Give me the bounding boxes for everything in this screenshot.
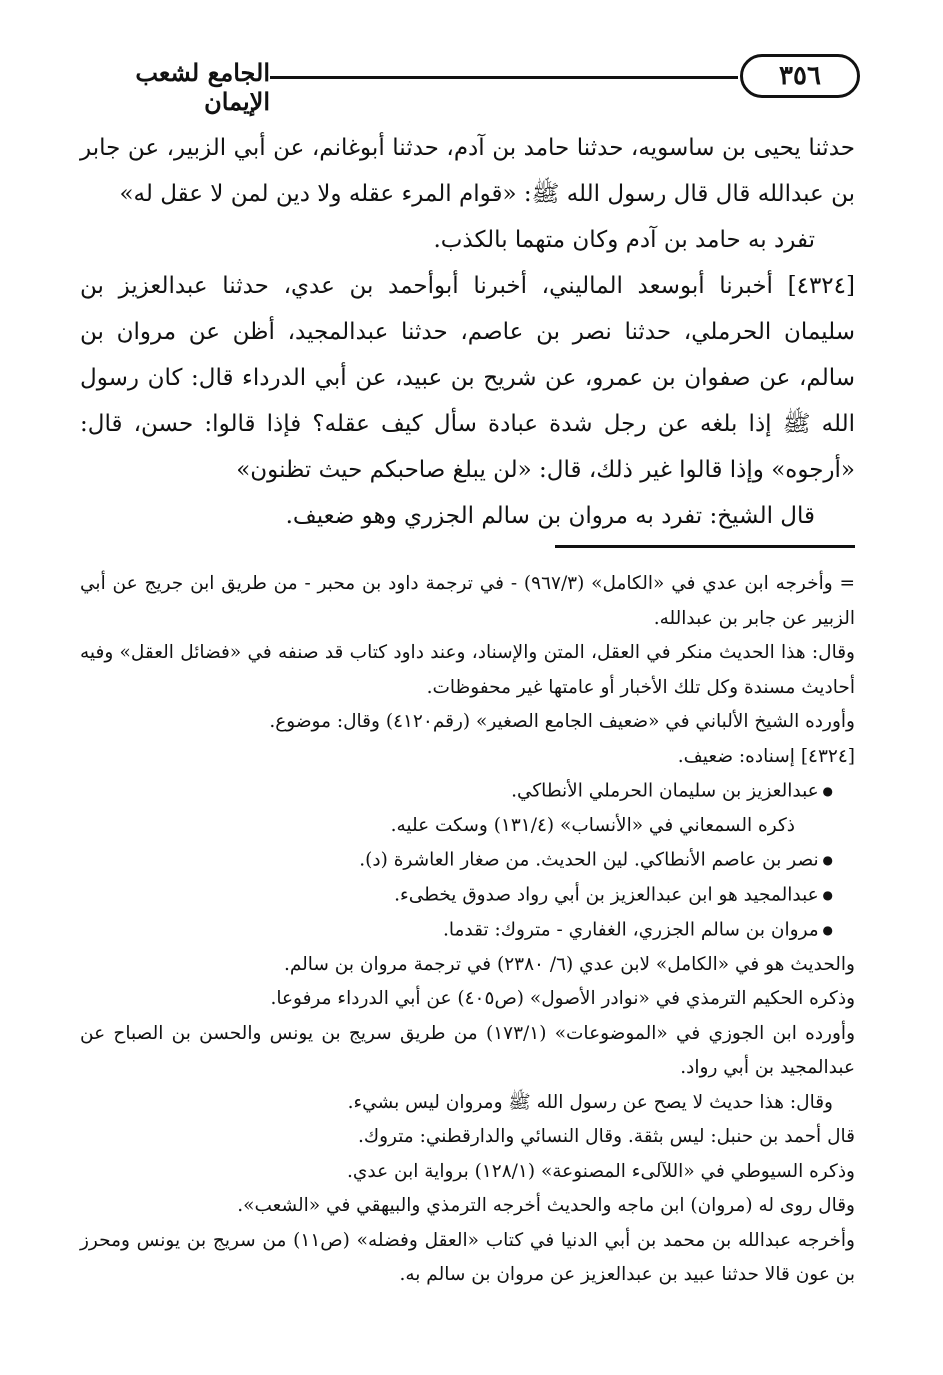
footnote-bullet: ● نصر بن عاصم الأنطاكي. لين الحديث. من صغار العاشرة (د).	[80, 843, 855, 878]
footnote-line: = وأخرجه ابن عدي في «الكامل» (٩٦٧/٣) - في ترجمة داود بن محبر - من طريق ابن جريج عن أبي الزبير عن جابر بن عبدالله.	[80, 573, 855, 629]
main-text	[80, 125, 855, 539]
page-header	[60, 50, 860, 116]
hadith-4324: [٤٣٢٤] أخبرنا أبوسعد الماليني، أخبرنا أبوأحمد بن عدي، حدثنا عبدالعزيز بن سليمان الحرملي، حدثنا نصر بن عاصم، حدثنا عبدالمجيد، أظن عن مروان بن سالم، عن صفوان بن عمرو، عن شريح بن عبيد، عن أبي الدرداء قال: كان رسول الله ﷺ إذا بلغه عن رجل شدة عبادة سأل كيف عقله؟ فإذا قالوا: حسن، قال: «أرجوه» وإذا قالوا غير ذلك، قال: «لن يبلغ صاحبكم حيث تظنون»	[80, 273, 855, 483]
footnote-line: وذكره الحكيم الترمذي في «نوادر الأصول» (ص٤٠٥) عن أبي الدرداء مرفوعا.	[270, 988, 855, 1009]
footnote-line: وقال: هذا حديث لا يصح عن رسول الله ﷺ ومروان ليس بشيء.	[347, 1091, 833, 1113]
footnote-line: وأورده الشيخ الألباني في «ضعيف الجامع الصغير» (رقم٤١٢٠) وقال: موضوع.	[269, 711, 855, 732]
footnote-line: ذكره السمعاني في «الأنساب» (١٣١/٤) وسكت عليه.	[390, 814, 795, 836]
footnote-line: وقال روى له (مروان) ابن ماجه والحديث أخرجه الترمذي والبيهقي في «الشعب».	[237, 1195, 855, 1216]
footnote-bullet: ● عبدالعزيز بن سليمان الحرملي الأنطاكي.	[80, 774, 855, 809]
footnote-line: وقال: هذا الحديث منكر في العقل، المتن والإسناد، وعند داود كتاب قد صنفه في «فضائل العقل» وفيه أحاديث مسندة وكل تلك الأخبار أو عامتها غير محفوظات.	[80, 642, 855, 698]
footnote-line: وذكره السيوطي في «اللآلىء المصنوعة» (١٢٨/١) برواية ابن عدي.	[347, 1160, 855, 1182]
hadith-continuation: حدثنا يحيى بن ساسويه، حدثنا حامد بن آدم، حدثنا أبوغانم، عن أبي الزبير، عن جابر بن عبدالله قال قال رسول الله ﷺ: «قوام المرء عقله ولا دين لمن لا عقل له»	[80, 135, 855, 207]
footnotes	[80, 567, 855, 1293]
footnote-bullet: ● مروان بن سالم الجزري، الغفاري - متروك: تقدما.	[80, 913, 855, 948]
footnote-line: وأخرجه عبدالله بن محمد بن أبي الدنيا في كتاب «العقل وفضله» (ص١١) من سريج بن يونس ومحرز بن عون قالا حدثنا عبيد بن عبدالعزيز عن مروان بن سالم به.	[80, 1229, 855, 1285]
comment-tafarrud: تفرد به حامد بن آدم وكان متهما بالكذب.	[433, 227, 815, 253]
footnote-line: وأورده ابن الجوزي في «الموضوعات» (١٧٣/١) من طريق سريج بن يونس والحسن بن الصباح عن عبدالمجيد بن أبي رواد.	[80, 1022, 855, 1078]
footnote-line: والحديث هو في «الكامل» لابن عدي (٦/ ٢٣٨٠) في ترجمة مروان بن سالم.	[283, 953, 855, 975]
page-number: ٣٥٦	[740, 54, 860, 98]
footnote-line: قال أحمد بن حنبل: ليس بثقة. وقال النسائي والدارقطني: متروك.	[357, 1126, 855, 1147]
sheikh-comment: قال الشيخ: تفرد به مروان بن سالم الجزري وهو ضعيف.	[285, 503, 815, 529]
book-title: الجامع لشعب الإيمان	[135, 58, 270, 116]
header-rule	[270, 76, 738, 79]
footnote-separator	[555, 545, 855, 548]
footnote-line: [٤٣٢٤] إسناده: ضعيف.	[677, 745, 855, 767]
footnote-bullet: ● عبدالمجيد هو ابن عبدالعزيز بن أبي رواد صدوق يخطىء.	[80, 878, 855, 913]
